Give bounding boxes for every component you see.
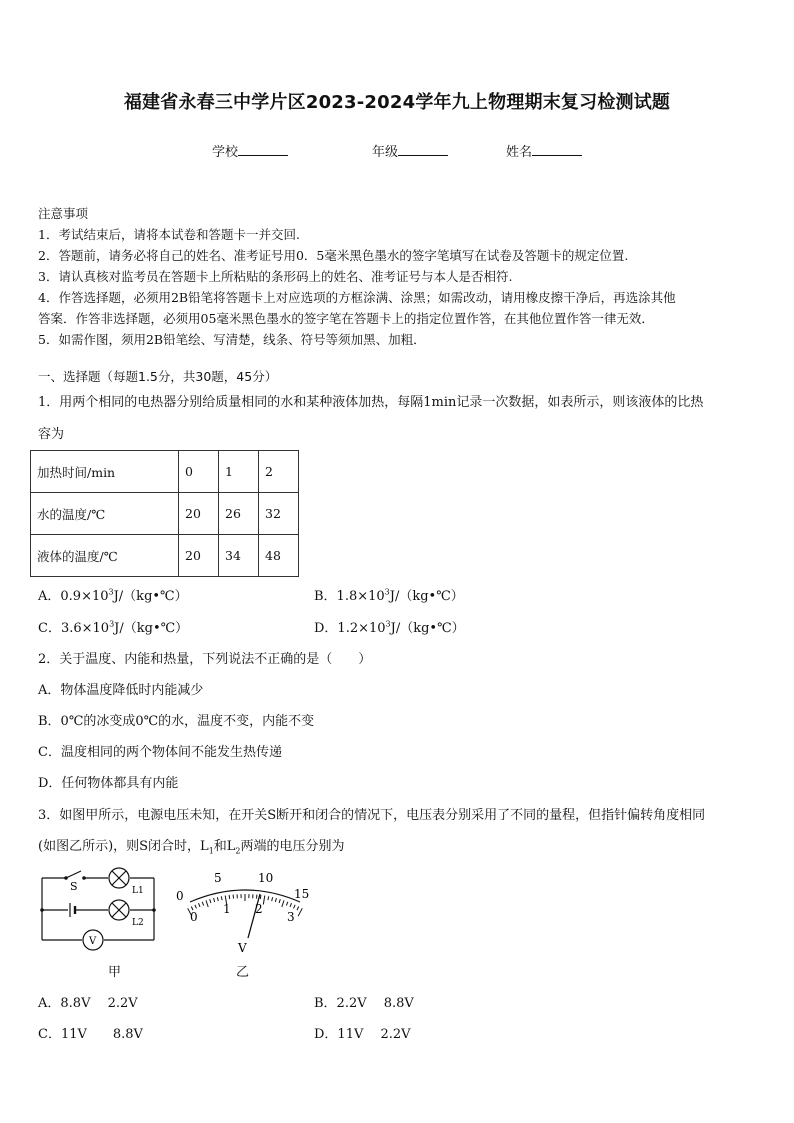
school-label: 学校 — [212, 145, 239, 160]
opt-text: A．0.9×10 — [38, 589, 109, 604]
opt-text: D．1.2×10 — [314, 621, 386, 636]
dial-tick — [297, 907, 299, 911]
dial-tick — [195, 905, 197, 909]
notice-item: 1．考试结束后，请将本试卷和答题卡一并交回. — [38, 227, 300, 242]
table-cell: 34 — [219, 535, 259, 577]
scale-bottom-0: 0 — [190, 910, 198, 924]
opt-unit: J/（kg•℃） — [114, 621, 189, 636]
dial-tick — [279, 899, 280, 903]
notice-head: 注意事项 — [38, 206, 89, 221]
table-cell: 20 — [179, 493, 219, 535]
table-cell: 20 — [179, 535, 219, 577]
table-row — [31, 535, 299, 577]
opt-text: C．3.6×10 — [38, 621, 110, 636]
lamp1-label: L1 — [132, 886, 144, 896]
opt-unit: J/（kg•℃） — [113, 589, 188, 604]
q2-option-b: B．0℃的冰变成0℃的水，温度不变，内能不变 — [38, 714, 315, 729]
school-blank — [238, 143, 288, 156]
notice-item: 5．如需作图，须用2B铅笔绘、写清楚，线条、符号等须加黑、加粗． — [38, 332, 426, 347]
q3-option-c: C．11V 8.8V — [38, 1027, 143, 1042]
opt-unit: J/（kg•℃） — [389, 589, 464, 604]
table-cell: 水的温度/℃ — [31, 493, 179, 535]
q2-stem: 2．关于温度、内能和热量，下列说法不正确的是（ ） — [38, 652, 372, 667]
q1-stem — [38, 387, 758, 451]
grade-blank — [398, 143, 448, 156]
circuit-diagram — [36, 866, 166, 952]
notice-block — [38, 203, 758, 350]
q1-table — [30, 450, 299, 577]
scale-bottom-2: 2 — [255, 902, 263, 916]
scale-bottom-3: 3 — [287, 910, 295, 924]
dial-tick — [199, 903, 201, 907]
q1-option-b — [314, 585, 464, 604]
table-cell: 0 — [179, 451, 219, 493]
q1-option-d — [314, 617, 465, 636]
table-cell: 26 — [219, 493, 259, 535]
name-blank — [532, 143, 582, 156]
page-title: 福建省永春三中学片区2023-2024学年九上物理期末复习检测试题 — [123, 92, 671, 113]
dial-tick — [263, 896, 265, 905]
table-cell: 48 — [259, 535, 299, 577]
opt-exp: 3 — [384, 587, 390, 597]
scale-top-5: 5 — [214, 871, 222, 885]
q2-option-d: D．任何物体都具有内能 — [38, 776, 179, 791]
notice-item: 3．请认真核对监考员在答题卡上所粘贴的条形码上的姓名、准考证号与本人是否相符. — [38, 269, 513, 284]
q3-sub: 1 — [208, 846, 214, 856]
dial-tick — [214, 898, 215, 902]
scale-bottom-1: 1 — [223, 902, 231, 916]
table-row — [31, 451, 299, 493]
q1-line2: 容为 — [38, 427, 65, 442]
q3-option-b: B．2.2V 8.8V — [314, 996, 414, 1011]
q1-line1: 1．用两个相同的电热器分别给质量相同的水和某种液体加热，每隔1min记录一次数据，如表所示，则该液体的比热 — [38, 395, 704, 410]
notice-item: 2．答题前，请务必将自己的姓名、准考证号用0．5毫米黑色墨水的签字笔填写在试卷及答题卡的规定位置. — [38, 248, 629, 263]
voltmeter-dial — [172, 866, 318, 956]
name-field — [506, 141, 582, 160]
lamp2-label: L2 — [132, 918, 144, 928]
q3-text: 和L — [213, 839, 236, 854]
dial-tick — [282, 900, 284, 907]
dial-tick — [268, 896, 269, 900]
dial-tick — [260, 895, 261, 899]
dial-tick — [202, 902, 203, 906]
opt-exp: 3 — [109, 619, 115, 629]
opt-exp: 3 — [385, 619, 391, 629]
scale-top-10: 10 — [258, 871, 274, 885]
meter-unit-label: V — [238, 941, 247, 955]
dial-tick — [229, 895, 230, 899]
school-field — [212, 141, 288, 160]
q3-text: (如图乙所示)，则S闭合时，L — [38, 839, 209, 854]
dial-tick — [221, 896, 222, 900]
notice-item: 4．作答选择题，必须用2B铅笔将答题卡上对应选项的方框涂满、涂黑；如需改动，请用橡皮擦干净后，再选涂其他 — [38, 290, 676, 305]
table-cell: 液体的温度/℃ — [31, 535, 179, 577]
opt-exp: 3 — [108, 587, 114, 597]
scale-top-15: 15 — [294, 887, 310, 901]
dial-tick — [298, 908, 302, 916]
q3-sub: 2 — [235, 846, 241, 856]
dial-tick — [272, 897, 273, 901]
dial-tick — [290, 903, 292, 907]
q3-text: 两端的电压分别为 — [240, 839, 345, 854]
opt-unit: J/（kg•℃） — [390, 621, 465, 636]
table-cell: 1 — [219, 451, 259, 493]
q3-option-a: A．8.8V 2.2V — [38, 996, 138, 1011]
table-cell: 32 — [259, 493, 299, 535]
q2-option-a: A．物体温度降低时内能减少 — [38, 683, 204, 698]
q3-option-d: D．11V 2.2V — [314, 1027, 411, 1042]
figure-caption-b: 乙 — [236, 965, 250, 980]
grade-field — [372, 141, 448, 160]
q2-option-c: C．温度相同的两个物体间不能发生热传递 — [38, 745, 282, 760]
switch-label: S — [70, 880, 78, 893]
dial-tick — [275, 898, 276, 902]
q1-option-c — [38, 617, 188, 636]
dial-tick — [294, 905, 296, 909]
voltmeter-label: V — [89, 936, 97, 947]
q3-line1: 3．如图甲所示，电源电压未知，在开关S断开和闭合的情况下，电压表分别采用了不同的量程，但指针偏转角度相同 — [38, 808, 706, 823]
figure-caption-a: 甲 — [108, 965, 122, 980]
dial-tick — [217, 897, 218, 901]
section-heading: 一、选择题（每题1.5分，共30题，45分） — [38, 369, 278, 384]
table-row — [31, 493, 299, 535]
opt-text: B．1.8×10 — [314, 589, 385, 604]
table-cell: 2 — [259, 451, 299, 493]
name-label: 姓名 — [506, 145, 533, 160]
dial-tick — [210, 899, 211, 903]
scale-top-0: 0 — [176, 889, 184, 903]
q3-line2 — [38, 835, 345, 856]
grade-label: 年级 — [372, 145, 399, 160]
dial-tick — [206, 900, 208, 907]
dial-tick — [286, 902, 287, 906]
notice-item: 答案．作答非选择题，必须用05毫米黑色墨水的签字笔在答题卡上的指定位置作答，在其他位置作答一律无效． — [38, 311, 654, 326]
q1-option-a — [38, 585, 188, 604]
table-cell: 加热时间/min — [31, 451, 179, 493]
